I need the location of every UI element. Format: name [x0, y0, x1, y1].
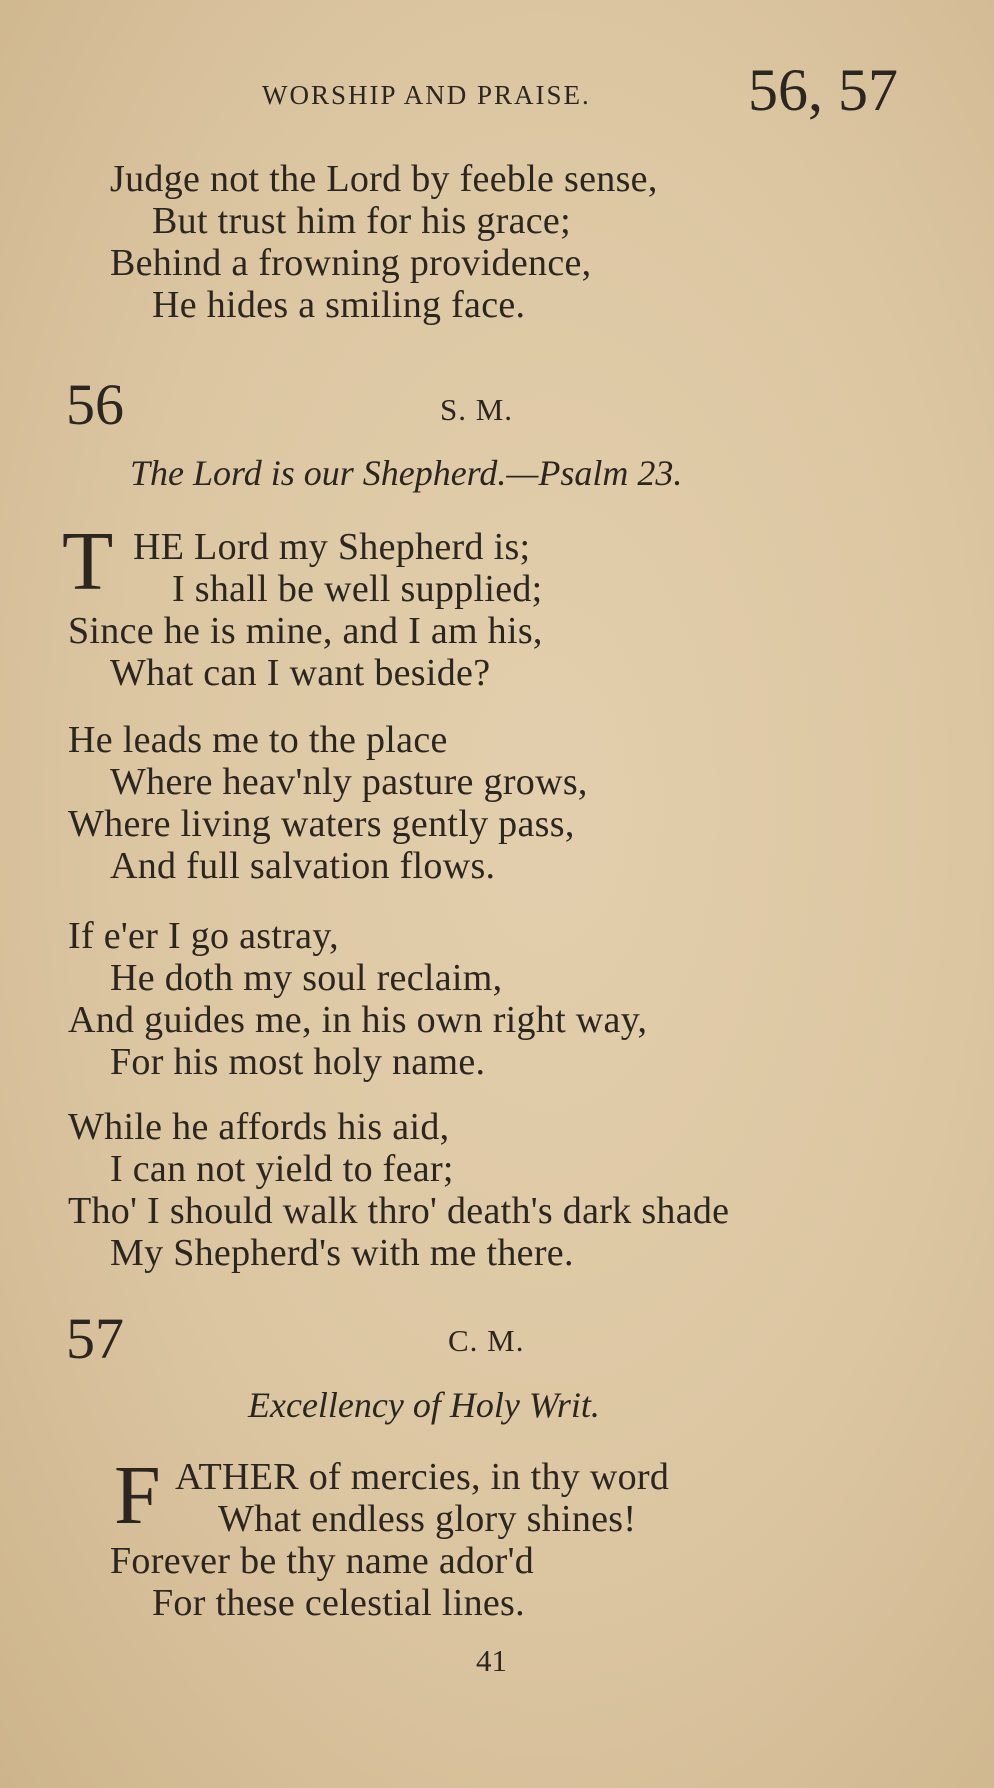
verse-line: What endless glory shines!: [218, 1498, 637, 1540]
hymn-number: 57: [66, 1306, 124, 1371]
verse-line: ATHER of mercies, in thy word: [175, 1456, 670, 1498]
verse-line: For these celestial lines.: [152, 1582, 525, 1624]
page-hymn-numbers: 56, 57: [748, 57, 898, 123]
verse-line: What can I want beside?: [110, 652, 491, 694]
verse-line: And full salvation flows.: [110, 845, 496, 887]
hymn-meter: C. M.: [448, 1323, 525, 1358]
verse-line: Forever be thy name ador'd: [110, 1540, 535, 1582]
verse-line: But trust him for his grace;: [152, 200, 571, 242]
verse-line: He hides a smiling face.: [152, 284, 526, 326]
verse-line: While he affords his aid,: [68, 1106, 450, 1148]
drop-cap: T: [62, 515, 114, 608]
verse-line: If e'er I go astray,: [68, 915, 339, 957]
verse-line: He leads me to the place: [68, 719, 448, 761]
verse-line: Since he is mine, and I am his,: [68, 610, 543, 652]
verse-line: For his most holy name.: [110, 1041, 486, 1083]
verse-line: And guides me, in his own right way,: [68, 999, 648, 1041]
hymn-title: Excellency of Holy Writ.: [248, 1385, 600, 1425]
hymn-number: 56: [66, 372, 124, 437]
verse-line: Where living waters gently pass,: [68, 803, 575, 845]
hymn-title: The Lord is our Shepherd.—Psalm 23.: [130, 453, 683, 493]
page-number: 41: [476, 1643, 507, 1678]
verse-line: I can not yield to fear;: [110, 1148, 454, 1190]
verse-line: Tho' I should walk thro' death's dark shade: [68, 1190, 730, 1232]
verse-line: Judge not the Lord by feeble sense,: [110, 158, 658, 200]
verse-line: He doth my soul reclaim,: [110, 957, 503, 999]
verse-line: I shall be well supplied;: [172, 568, 543, 610]
verse-line: HE Lord my Shepherd is;: [133, 526, 531, 568]
hymn-meter: S. M.: [440, 392, 514, 427]
drop-cap: F: [114, 1449, 161, 1542]
verse-line: Behind a frowning providence,: [110, 242, 592, 284]
verse-line: Where heav'nly pasture grows,: [110, 761, 588, 803]
verse-line: My Shepherd's with me there.: [110, 1232, 574, 1274]
running-head: WORSHIP AND PRAISE.: [262, 80, 591, 110]
